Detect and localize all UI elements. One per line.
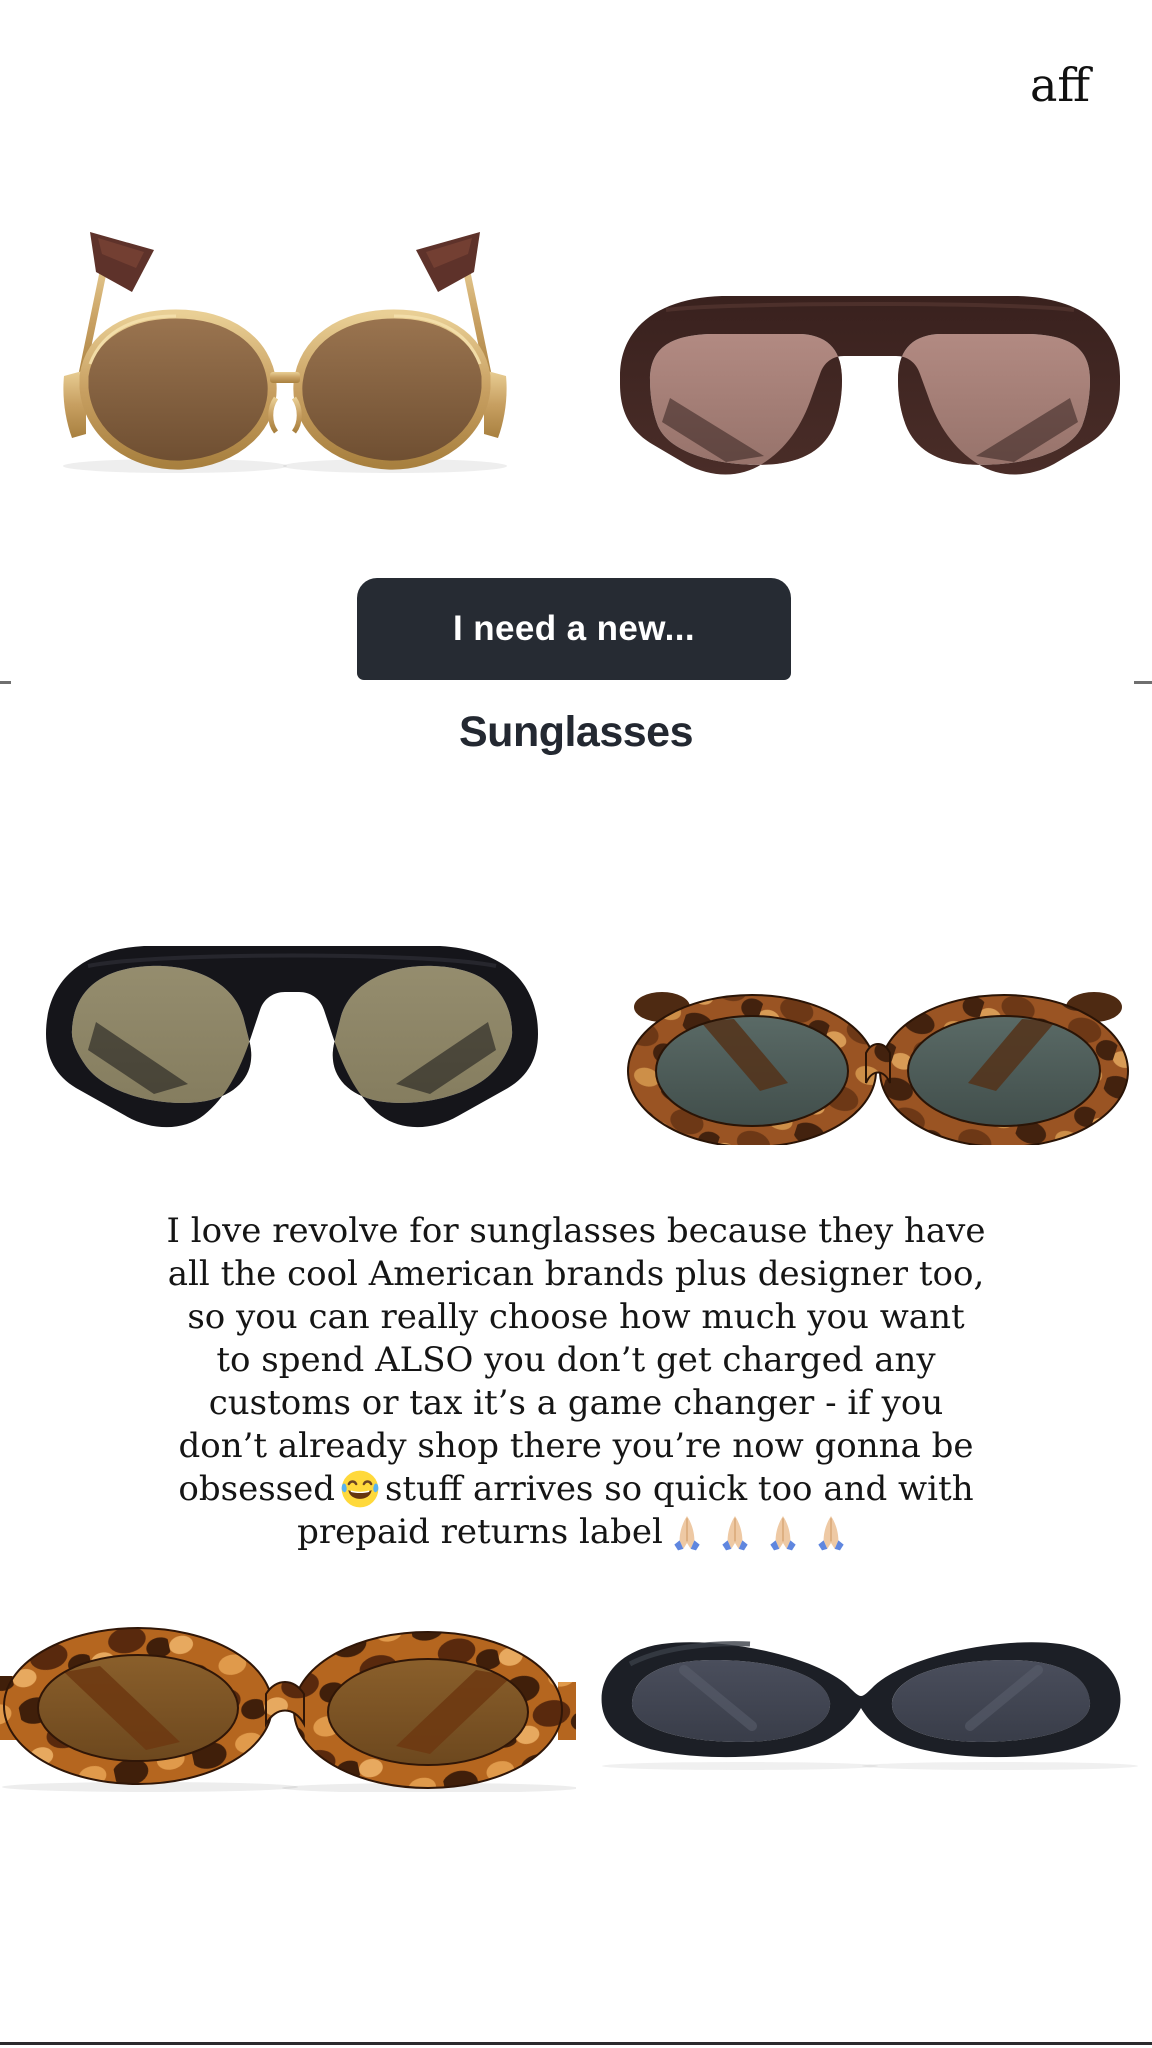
caption-line: to spend ALSO you don’t get charged any xyxy=(216,1340,936,1380)
caption-line: all the cool American brands plus designer too, xyxy=(167,1254,985,1294)
product-photo-tortoise-oval-sunglasses xyxy=(622,985,1134,1145)
caption-text-fragment: stuff arrives so quick too and with xyxy=(384,1469,974,1509)
product-photo-tortoise-brown-lens-sunglasses xyxy=(0,1620,576,1792)
caption-line xyxy=(156,1511,996,1554)
product-photo-black-aviator-sunglasses xyxy=(38,926,546,1134)
brown-aviator-sunglasses-illustration xyxy=(606,280,1134,485)
caption-line: so you can really choose how much you want xyxy=(187,1297,965,1337)
left-edge-divider-mark xyxy=(0,681,11,684)
caption-text-fragment: obsessed xyxy=(178,1469,335,1509)
caption-text-fragment: prepaid returns label xyxy=(297,1512,663,1552)
affiliate-disclosure-label: aff xyxy=(1030,58,1091,112)
caption-line: I love revolve for sunglasses because they have xyxy=(166,1211,986,1251)
pray-emoji-icon xyxy=(764,1514,802,1563)
black-slim-oval-sunglasses-illustration xyxy=(600,1630,1152,1772)
pray-emoji-icon xyxy=(716,1514,754,1563)
product-photo-brown-aviator-sunglasses xyxy=(606,280,1134,485)
right-edge-divider-mark xyxy=(1134,681,1152,684)
caption-text xyxy=(156,1210,996,1554)
answer-heading: Sunglasses xyxy=(459,708,693,756)
product-photo-black-slim-oval-sunglasses xyxy=(600,1630,1152,1772)
caption-line: customs or tax it’s a game changer - if you xyxy=(208,1383,944,1423)
caption-line xyxy=(156,1468,996,1511)
black-aviator-sunglasses-illustration xyxy=(38,926,546,1134)
caption-line: don’t already shop there you’re now gonna be xyxy=(178,1426,974,1466)
bottom-edge-bar xyxy=(0,2042,1152,2045)
tortoise-brown-lens-sunglasses-illustration xyxy=(0,1620,576,1792)
product-photo-gold-oval-sunglasses xyxy=(40,226,530,476)
question-sticker-label: I need a new... xyxy=(453,609,695,648)
gold-oval-sunglasses-illustration xyxy=(40,226,530,476)
pray-emoji-icon xyxy=(668,1514,706,1563)
question-sticker[interactable] xyxy=(357,578,791,680)
pray-emoji-icon xyxy=(812,1514,850,1563)
tortoise-oval-sunglasses-illustration xyxy=(622,985,1134,1145)
